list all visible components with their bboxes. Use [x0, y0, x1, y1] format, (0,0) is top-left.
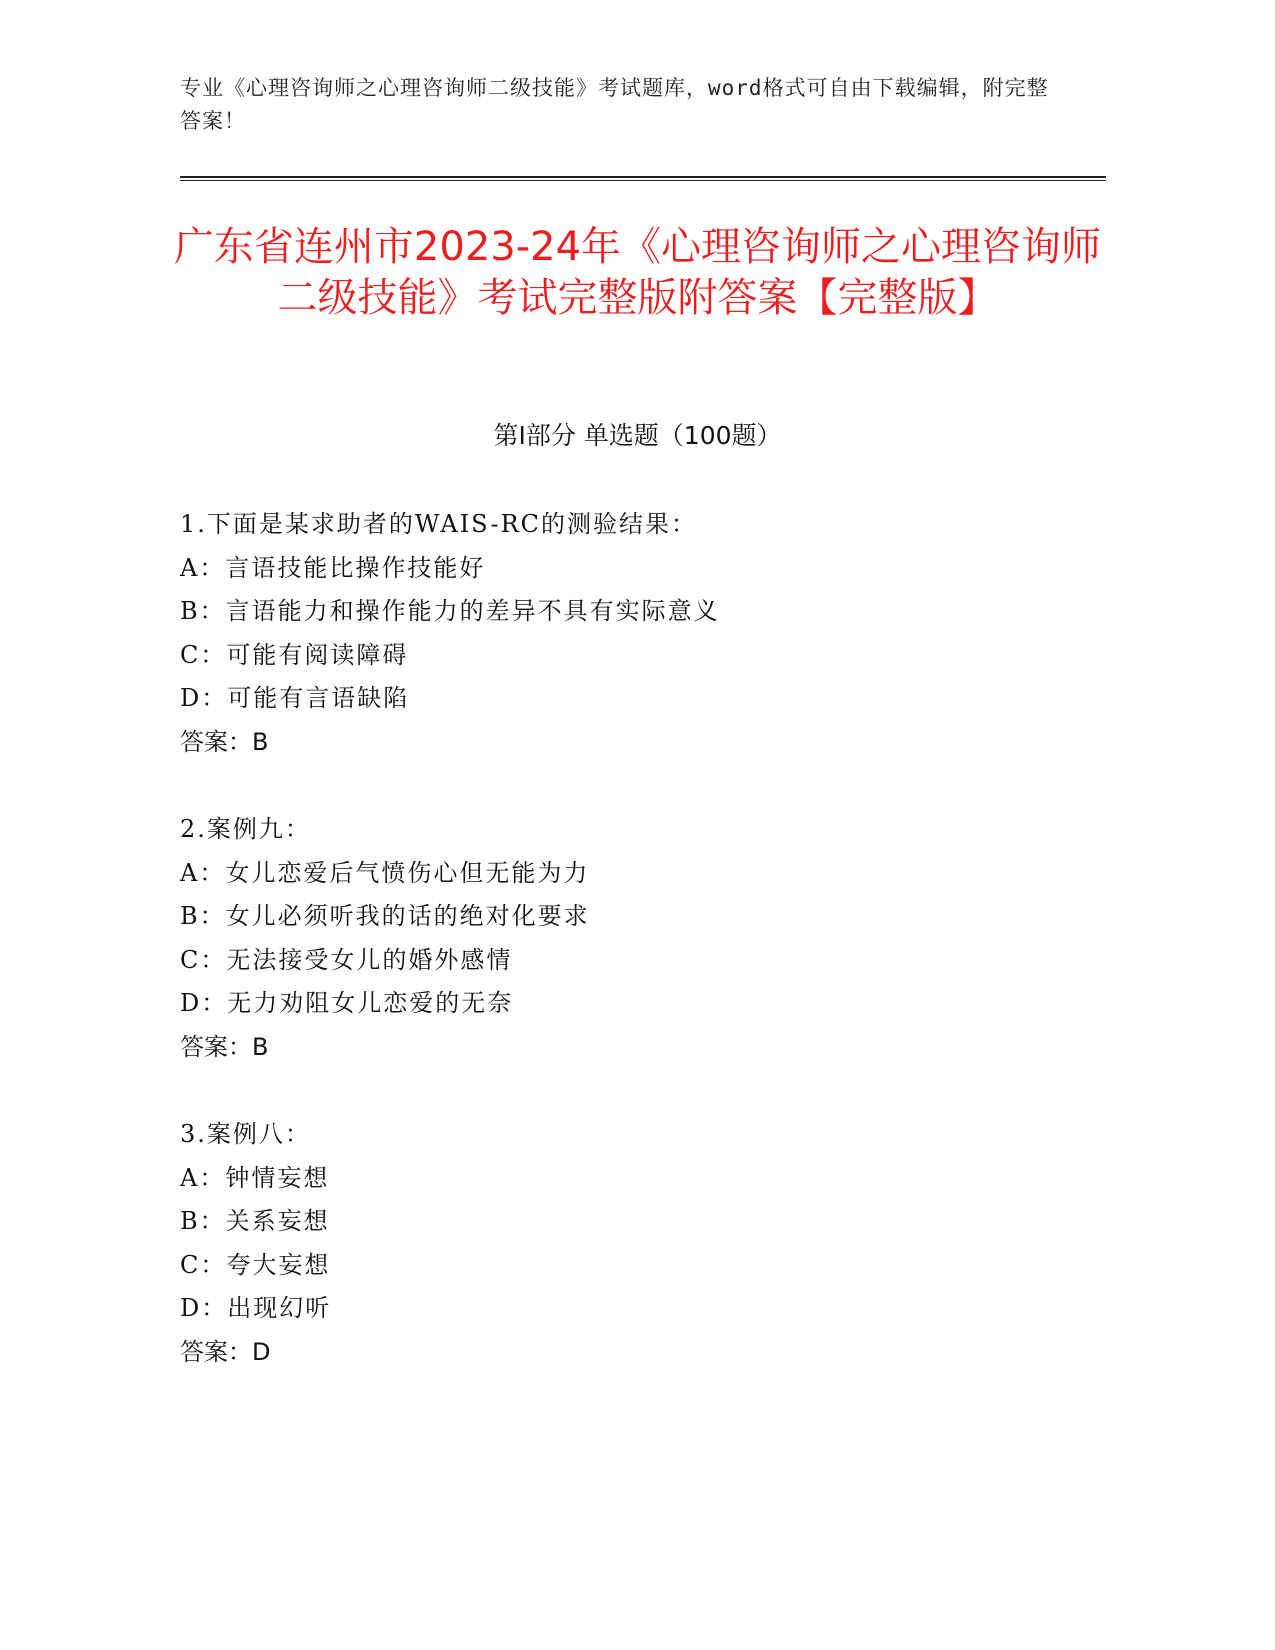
option-c: C：夸大妄想: [180, 1250, 331, 1279]
option-b: B：言语能力和操作能力的差异不具有实际意义: [180, 597, 720, 625]
option-a: A：言语技能比操作技能好: [180, 553, 486, 582]
answer: 答案：B: [180, 1032, 269, 1061]
option-c: C：可能有阅读障碍: [180, 640, 409, 669]
option-d: D：可能有言语缺陷: [180, 684, 410, 712]
answer: 答案：B: [180, 727, 269, 756]
answer: 答案：D: [180, 1337, 271, 1366]
header-divider: [180, 176, 1106, 181]
question-stem: 2.案例九：: [180, 815, 311, 843]
document-title: 广东省连州市2023-24年《心理咨询师之心理咨询师二级技能》考试完整版附答案【完整版】: [173, 224, 1102, 321]
option-a: A：女儿恋爱后气愤伤心但无能为力: [180, 858, 590, 887]
question-3: [180, 1113, 1080, 1374]
question-stem: 1.下面是某求助者的WAIS-RC的测验结果：: [180, 510, 698, 538]
header-note: 专业《心理咨询师之心理咨询师二级技能》考试题库，word格式可自由下载编辑，附完整答案！: [180, 76, 1049, 133]
option-c: C：无法接受女儿的婚外感情: [180, 945, 513, 974]
question-stem: 3.案例八：: [180, 1120, 311, 1148]
option-b: B：关系妄想: [180, 1207, 330, 1235]
option-b: B：女儿必须听我的话的绝对化要求: [180, 902, 590, 930]
option-a: A：钟情妄想: [180, 1163, 330, 1192]
question-1: [180, 503, 1080, 764]
question-2: [180, 808, 1080, 1069]
section-heading: 第I部分 单选题（100题）: [493, 421, 782, 450]
option-d: D：出现幻听: [180, 1294, 332, 1322]
option-d: D：无力劝阻女儿恋爱的无奈: [180, 989, 514, 1017]
